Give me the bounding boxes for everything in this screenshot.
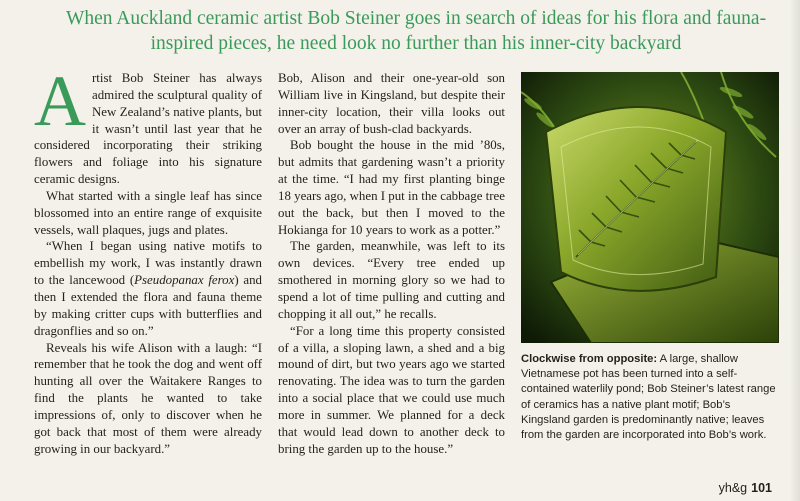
caption-lead: Clockwise from opposite: <box>521 353 658 365</box>
page-number: 101 <box>751 481 772 495</box>
magazine-name: yh&g <box>718 481 748 495</box>
ceramic-leaf-plate-photo <box>521 72 779 343</box>
paragraph-text: ) and then I extended the flora and fauna theme by making critter cups with butterflies and dragonflies and so on.” <box>34 273 262 338</box>
paragraph: “For a long time this property consisted of a villa, a sloping lawn, a shed and a big mound of dirt, but two years ago we started renovating. The idea was to turn the garden into a social place that we could use much more in summer. We planned for a deck that would lead down to another deck to bring the garden up to the house.” <box>278 323 505 456</box>
paragraph: The garden, meanwhile, was left to its own devices. “Every tree ended up smothered in morning glory so we had to spend a lot of time pulling and cutting and chopping it all out,” he recalls. <box>278 239 505 321</box>
article-column-2 <box>278 70 505 457</box>
paragraph: Bob, Alison and their one-year-old son William live in Kingsland, but despite their inner-city location, their villa looks out over an array of bush-clad backyards. <box>278 71 505 136</box>
paragraph: What started with a single leaf has since blossomed into an entire range of exquisite vessels, wall plaques, jugs and plates. <box>34 188 262 237</box>
page-folio <box>719 481 772 495</box>
drop-cap: A <box>34 61 86 141</box>
paragraph <box>34 61 262 188</box>
paragraph: Reveals his wife Alison with a laugh: “I remember that he took the dog and went off hunting all over the Waitakere Ranges to find the plants he wanted to take impressions of, only to discover when he got back that most of them were already growing in our backyard.” <box>34 340 262 456</box>
article-column-1 <box>34 61 262 457</box>
botanical-name: Pseudopanax ferox <box>134 273 235 288</box>
page-fold-shadow <box>790 0 800 501</box>
photo-caption <box>521 352 779 443</box>
paragraph-text: “When I began using native motifs to embellish my work, I was instantly drawn to the lancewood ( <box>34 239 262 288</box>
paragraph <box>34 238 262 339</box>
headline: When Auckland ceramic artist Bob Steiner goes in search of ideas for his flora and fauna-inspired pieces, he need look no further than his inner-city backyard <box>65 8 767 54</box>
caption-text: A large, shallow Vietnamese pot has been turned into a self-contained waterlily pond; Bob Steiner’s latest range of ceramics has a native plant motif; Bob’s Kingsland garden is predominantly native; leaves from the garden are incorporated into Bob’s work. <box>521 353 776 442</box>
paragraph-text: rtist Bob Steiner has always admired the sculptural quality of New Zealand’s native plants, but it wasn’t until last year that he considered incorporating their striking flowers and foliage into his signature ceramic designs. <box>34 71 262 187</box>
paragraph: Bob bought the house in the mid ’80s, but admits that gardening wasn’t a priority at the time. “I had my first planting binge 18 years ago, when I put in the cabbage tree out the back, but then I moved to the Hokianga for 10 years to work as a potter.” <box>278 138 505 237</box>
